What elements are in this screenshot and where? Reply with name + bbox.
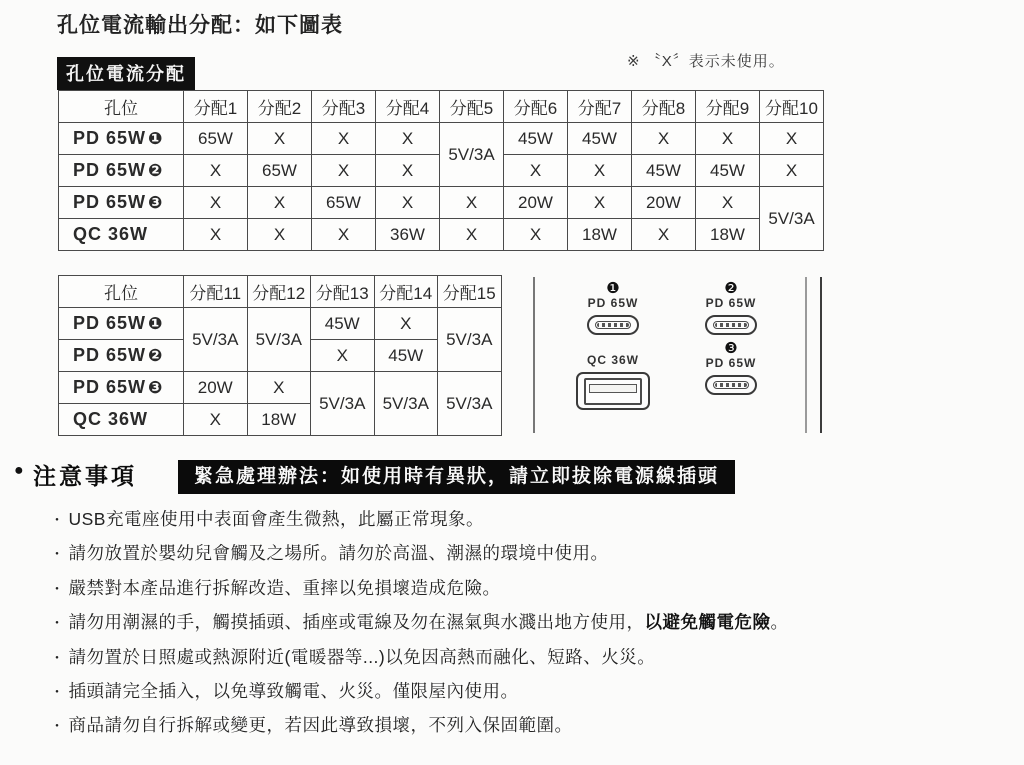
list-dot-icon: ・	[50, 718, 65, 735]
list-dot-icon: ・	[50, 684, 65, 701]
port-1-label: PD 65W	[587, 296, 639, 310]
table-row	[59, 187, 824, 219]
warning-text: 插頭請完全插入，以免導致觸電、火災。僅限屋內使用。	[68, 681, 519, 702]
table-cell: X	[440, 187, 504, 219]
warning-item	[50, 572, 1010, 606]
emergency-banner: 緊急處理辦法：如使用時有異狀，請立即拔除電源線插頭	[178, 460, 735, 494]
column-header: 分配8	[632, 91, 696, 123]
column-header: 分配10	[760, 91, 824, 123]
usb-c-port-icon	[587, 315, 639, 335]
table-cell: 36W	[376, 219, 440, 251]
warning-text: 請勿置於日照處或熱源附近(電暖器等...)以免因高熱而融化、短路、火災。	[68, 646, 656, 667]
warning-item	[50, 503, 1010, 537]
table-cell: 45W	[696, 155, 760, 187]
diagram-right-edge-line-2	[820, 277, 822, 433]
port-2-label: PD 65W	[705, 296, 757, 310]
diagram-right-edge-line-1	[805, 277, 807, 433]
table-cell: 5V/3A	[438, 372, 502, 436]
usb-c-port-icon	[705, 375, 757, 395]
row-label: PD 65W ❷	[59, 340, 184, 372]
column-header: 分配1	[184, 91, 248, 123]
table-cell: 18W	[568, 219, 632, 251]
usb-c-pin-strip	[713, 381, 749, 389]
usb-c-pin-strip	[595, 321, 631, 329]
port-1-group	[558, 281, 668, 335]
warning-text: 嚴禁對本產品進行拆解改造、重摔以免損壞造成危險。	[68, 577, 501, 598]
table-cell: X	[312, 219, 376, 251]
table-cell: X	[696, 123, 760, 155]
diagram-left-edge-line	[533, 277, 535, 433]
column-header: 分配2	[248, 91, 312, 123]
header-row	[59, 276, 502, 308]
warning-list	[50, 503, 1010, 744]
list-dot-icon: ・	[50, 649, 65, 666]
table-cell: 18W	[247, 404, 311, 436]
column-header: 分配15	[438, 276, 502, 308]
row-label: PD 65W ❶	[59, 308, 184, 340]
section-label: 孔位電流分配	[57, 57, 195, 90]
port-number-badge: ❶	[148, 129, 164, 148]
table-cell: 45W	[311, 308, 375, 340]
port-diagram	[533, 275, 825, 437]
warning-item	[50, 537, 1010, 571]
warning-text: 請勿用潮濕的手，觸摸插頭、插座或電線及勿在濕氣與水濺出地方使用，	[68, 612, 645, 633]
table-cell: 5V/3A	[438, 308, 502, 372]
table-cell: X	[184, 404, 248, 436]
warning-text: 商品請勿自行拆解或變更，若因此導致損壞，不列入保固範圍。	[68, 715, 573, 736]
column-header: 分配6	[504, 91, 568, 123]
bullet-icon: ●	[14, 462, 24, 479]
list-dot-icon: ・	[50, 546, 65, 563]
table-cell: X	[247, 372, 311, 404]
page-title: 孔位電流輸出分配：如下圖表	[57, 14, 343, 37]
port-1-badge: ❶	[606, 280, 620, 297]
current-allocation-table-1	[58, 90, 824, 251]
port-number-badge: ❷	[148, 161, 164, 180]
warning-item	[50, 675, 1010, 709]
usb-c-pin-strip	[713, 321, 749, 329]
table-cell: 20W	[504, 187, 568, 219]
column-header: 分配12	[247, 276, 311, 308]
table-cell: X	[311, 340, 375, 372]
column-header: 分配7	[568, 91, 632, 123]
usb-a-port-icon	[576, 372, 650, 410]
table-cell: X	[568, 155, 632, 187]
warning-text: USB充電座使用中表面會產生微熱，此屬正常現象。	[68, 509, 484, 529]
table-cell: 65W	[184, 123, 248, 155]
row-label: PD 65W ❸	[59, 187, 184, 219]
table-cell: 45W	[374, 340, 438, 372]
table-cell: X	[376, 155, 440, 187]
warning-text-bold: 以避免觸電危險	[644, 612, 771, 633]
row-label: PD 65W ❸	[59, 372, 184, 404]
table-cell: 5V/3A	[440, 123, 504, 187]
table-row	[59, 308, 502, 340]
warning-text: 。	[770, 612, 789, 633]
port-3-badge: ❸	[724, 340, 738, 357]
table-cell: 45W	[632, 155, 696, 187]
table-row	[59, 219, 824, 251]
legend-note: ※ 〝X〞表示未使用。	[627, 53, 785, 70]
port-number-badge: ❷	[148, 346, 164, 365]
column-header: 分配3	[312, 91, 376, 123]
port-3-label: PD 65W	[705, 356, 757, 370]
qc-port-group	[558, 353, 668, 410]
table-cell: X	[248, 187, 312, 219]
table-row	[59, 123, 824, 155]
table-cell: X	[440, 219, 504, 251]
qc-port-label: QC 36W	[586, 353, 639, 367]
list-dot-icon: ・	[50, 580, 65, 597]
row-label: PD 65W ❷	[59, 155, 184, 187]
table-cell: 5V/3A	[311, 372, 375, 436]
table-cell: 65W	[312, 187, 376, 219]
column-header: 分配9	[696, 91, 760, 123]
table-cell: 5V/3A	[184, 308, 248, 372]
current-allocation-table-2	[58, 275, 502, 436]
table-cell: 20W	[184, 372, 248, 404]
table-cell: X	[312, 155, 376, 187]
usb-c-port-icon	[705, 315, 757, 335]
column-header: 分配5	[440, 91, 504, 123]
list-dot-icon: ・	[50, 615, 65, 632]
table-cell: X	[376, 123, 440, 155]
table-cell: X	[376, 187, 440, 219]
table-cell: X	[760, 123, 824, 155]
column-header: 分配14	[374, 276, 438, 308]
notice-heading: 注意事項	[33, 463, 137, 489]
column-header: 孔位	[59, 91, 184, 123]
table-cell: 20W	[632, 187, 696, 219]
table-cell: X	[184, 219, 248, 251]
warning-item	[50, 709, 1010, 743]
table-cell: 45W	[504, 123, 568, 155]
table-cell: 45W	[568, 123, 632, 155]
table-cell: 18W	[696, 219, 760, 251]
table-cell: X	[248, 123, 312, 155]
table-cell: X	[504, 219, 568, 251]
table-cell: X	[504, 155, 568, 187]
table-cell: X	[632, 123, 696, 155]
row-label: PD 65W ❶	[59, 123, 184, 155]
warning-item	[50, 641, 1010, 675]
table-cell: 5V/3A	[247, 308, 311, 372]
table-cell: 65W	[248, 155, 312, 187]
port-2-group	[676, 281, 786, 335]
column-header: 分配4	[376, 91, 440, 123]
table-cell: X	[374, 308, 438, 340]
table-cell: X	[632, 219, 696, 251]
list-dot-icon: ・	[50, 512, 65, 528]
table-cell: X	[248, 219, 312, 251]
port-3-group	[676, 341, 786, 395]
table-cell: X	[184, 187, 248, 219]
table-cell: X	[696, 187, 760, 219]
warning-text: 請勿放置於嬰幼兒會觸及之場所。請勿於高溫、潮濕的環境中使用。	[68, 543, 609, 564]
port-number-badge: ❶	[148, 314, 164, 333]
table-cell: X	[184, 155, 248, 187]
table-cell: X	[760, 155, 824, 187]
table-cell: X	[312, 123, 376, 155]
warning-item	[50, 606, 1010, 640]
row-label: QC 36W	[59, 219, 184, 251]
row-label: QC 36W	[59, 404, 184, 436]
column-header: 孔位	[59, 276, 184, 308]
table-row	[59, 372, 502, 404]
column-header: 分配13	[311, 276, 375, 308]
column-header: 分配11	[184, 276, 248, 308]
table-cell: 5V/3A	[760, 187, 824, 251]
table-cell: 5V/3A	[374, 372, 438, 436]
port-number-badge: ❸	[148, 193, 164, 212]
usb-a-socket	[584, 378, 642, 405]
header-row	[59, 91, 824, 123]
table-cell: X	[568, 187, 632, 219]
usb-a-tongue	[589, 384, 637, 393]
port-number-badge: ❸	[148, 378, 164, 397]
port-2-badge: ❷	[724, 280, 738, 297]
